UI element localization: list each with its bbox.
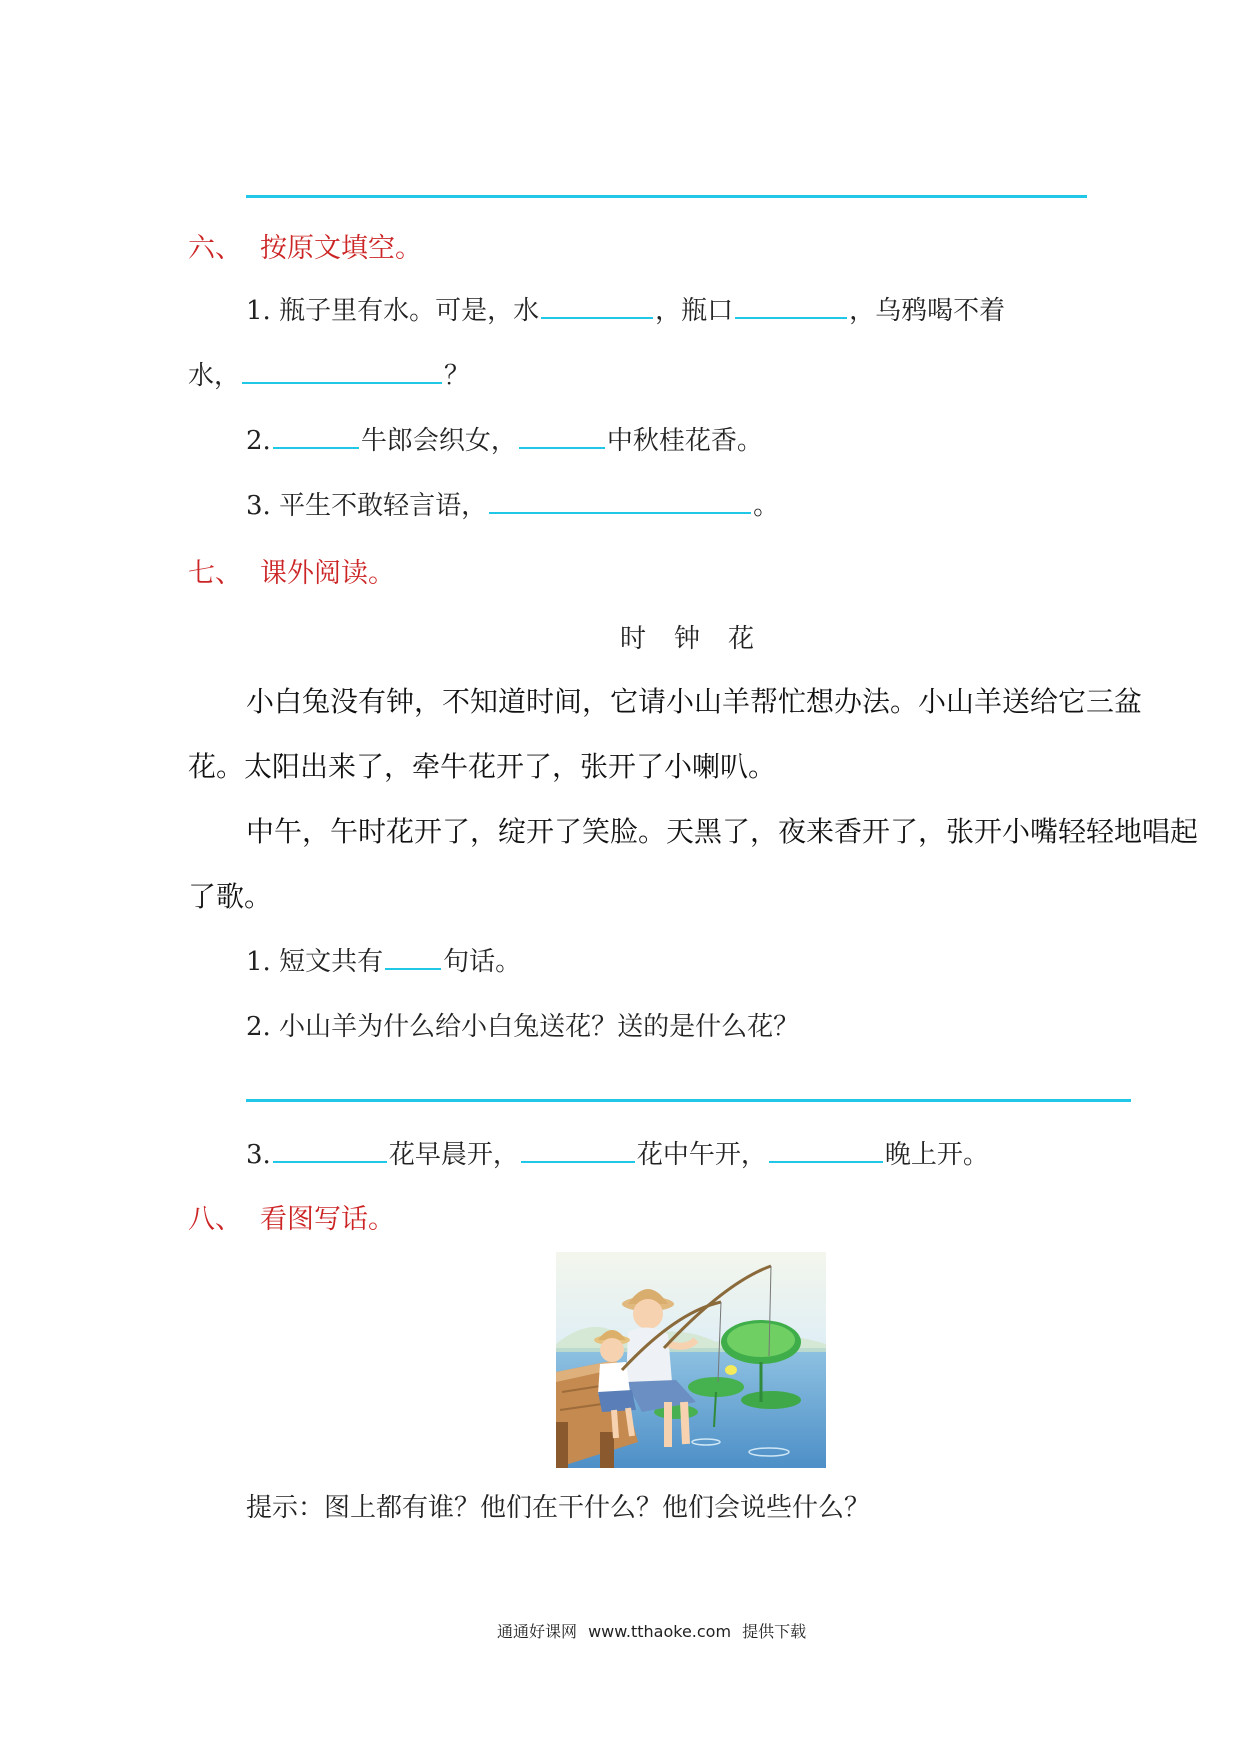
fill-blank[interactable] xyxy=(385,942,441,970)
section-title: 看图写话。 xyxy=(260,1204,395,1235)
seven-question-1 xyxy=(246,942,521,982)
fill-blank[interactable] xyxy=(242,356,442,384)
page-footer: 通通好课网 www.tthaoke.com 提供下载 xyxy=(497,1622,807,1641)
question-text: ？ xyxy=(444,361,471,391)
six-question-2 xyxy=(246,421,763,461)
question-text: 牛郎会织女， xyxy=(360,426,517,456)
passage-paragraph-2-line-2: 了歌。 xyxy=(188,880,273,913)
fill-blank[interactable] xyxy=(521,1135,635,1163)
question-text: 1. 瓶子里有水。可是，水 xyxy=(246,296,540,326)
section-number: 六、 xyxy=(188,233,242,264)
question-text: ，瓶口 xyxy=(655,296,734,326)
six-question-1 xyxy=(246,291,1005,331)
question-text: 花早晨开， xyxy=(388,1140,519,1170)
six-question-1-cont xyxy=(188,356,470,396)
fill-blank[interactable] xyxy=(489,486,751,514)
seven-question-3 xyxy=(246,1135,989,1175)
section-six-heading xyxy=(188,226,422,265)
fill-blank[interactable] xyxy=(273,421,359,449)
fishing-illustration xyxy=(556,1252,826,1468)
section-title: 课外阅读。 xyxy=(260,558,395,589)
question-text: 。 xyxy=(753,491,780,521)
question-text: 句话。 xyxy=(443,947,522,977)
passage-title: 时钟花 xyxy=(620,624,783,654)
question-text: 花中午开， xyxy=(636,1140,767,1170)
question-text: 中秋桂花香。 xyxy=(606,426,763,456)
question-text: 水， xyxy=(188,361,241,391)
question-text: 3. xyxy=(246,1140,271,1170)
passage-paragraph-2-line-1: 中午，午时花开了，绽开了笑脸。天黑了，夜来香开了，张开小嘴轻轻地唱起 xyxy=(246,815,1199,848)
seven-question-2: 2. 小山羊为什么给小白兔送花？送的是什么花？ xyxy=(246,1012,800,1042)
section-seven-heading xyxy=(188,551,395,590)
answer-line-top xyxy=(246,195,1087,198)
answer-line-seven-2 xyxy=(246,1099,1131,1102)
fill-blank[interactable] xyxy=(273,1135,387,1163)
passage-paragraph-1-line-2: 花。太阳出来了，牵牛花开了，张开了小喇叭。 xyxy=(188,750,777,783)
fill-blank[interactable] xyxy=(735,291,847,319)
question-text: 2. xyxy=(246,426,271,456)
fill-blank[interactable] xyxy=(541,291,653,319)
six-question-3 xyxy=(246,486,779,526)
section-title: 按原文填空。 xyxy=(260,233,422,264)
section-number: 八、 xyxy=(188,1204,242,1235)
question-text: 1. 短文共有 xyxy=(246,947,384,977)
question-text: ，乌鸦喝不着 xyxy=(849,296,1006,326)
question-text: 晚上开。 xyxy=(884,1140,989,1170)
section-eight-heading xyxy=(188,1197,395,1236)
question-text: 3. 平生不敢轻言语， xyxy=(246,491,488,521)
eight-hint: 提示：图上都有谁？他们在干什么？他们会说些什么？ xyxy=(246,1493,871,1523)
fill-blank[interactable] xyxy=(519,421,605,449)
passage-paragraph-1-line-1: 小白兔没有钟，不知道时间，它请小山羊帮忙想办法。小山羊送给它三盆 xyxy=(246,685,1143,718)
section-number: 七、 xyxy=(188,558,242,589)
fill-blank[interactable] xyxy=(769,1135,883,1163)
